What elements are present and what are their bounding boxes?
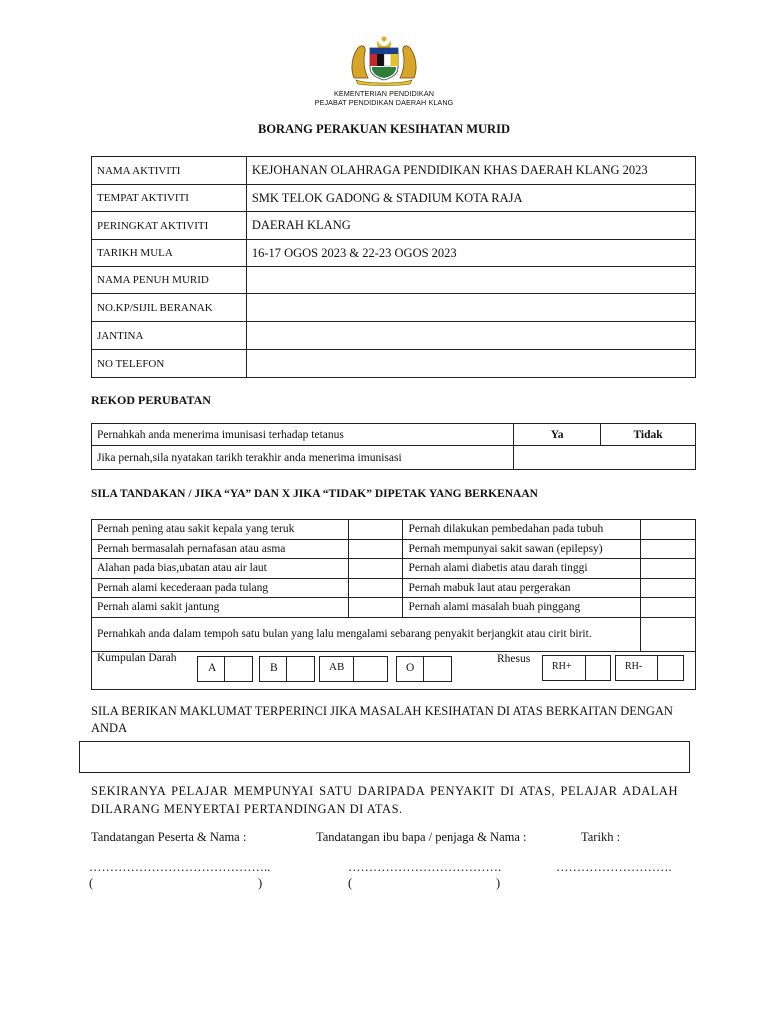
guardian-signature-label: Tandatangan ibu bapa / penjaga & Nama : (316, 830, 527, 844)
condition-label: Pernah alami sakit jantung (92, 598, 349, 618)
blood-group-o-label: O (406, 662, 415, 674)
last-immunisation-date-field[interactable] (514, 446, 696, 470)
participant-signature-label: Tandatangan Peserta & Nama : (91, 830, 247, 844)
table-row (92, 446, 696, 470)
table-row (92, 539, 696, 559)
condition-label: Pernah mabuk laut atau pergerakan (403, 578, 641, 598)
rhesus-negative-label: RH- (625, 661, 643, 672)
table-row (92, 578, 696, 598)
condition-checkbox[interactable] (348, 559, 403, 579)
divider (353, 657, 354, 681)
warning-text: SEKIRANYA PELAJAR MEMPUNYAI SATU DARIPADA PENYAKIT DI ATAS, PELAJAR ADALAH DILARANG MENYERTAI PERTANDINGAN DI ATAS. (91, 784, 678, 816)
activity-info-table (91, 156, 696, 378)
table-row (92, 212, 696, 240)
condition-label: Pernah mempunyai sakit sawan (epilepsy) (403, 539, 641, 559)
blood-group-a-label: A (208, 662, 217, 674)
table-row (92, 424, 696, 446)
condition-checkbox[interactable] (348, 539, 403, 559)
blood-group-label: Kumpulan Darah (97, 652, 177, 664)
tetanus-question: Pernahkah anda menerima imunisasi terhadap tetanus (92, 424, 514, 446)
table-row (92, 294, 696, 322)
rhesus-negative-option[interactable] (615, 655, 684, 681)
row-label: NO TELEFON (92, 350, 247, 378)
condition-label: Pernah alami diabetis atau darah tinggi (403, 559, 641, 579)
blood-group-o-option[interactable] (396, 656, 452, 682)
row-label: TARIKH MULA (92, 240, 247, 267)
district-office-name: PEJABAT PENDIDIKAN DAERAH KLANG (314, 98, 454, 107)
ministry-name: KEMENTERIAN PENDIDIKAN (333, 89, 435, 98)
condition-label: Pernah dilakukan pembedahan pada tubuh (403, 520, 641, 540)
details-prompt: SILA BERIKAN MAKLUMAT TERPERINCI JIKA MASALAH KESIHATAN DI ATAS BERKAITAN DENGAN ANDA (91, 704, 673, 735)
table-row (92, 185, 696, 212)
condition-checkbox[interactable] (641, 578, 696, 598)
condition-label: Pernah alami kecederaan pada tulang (92, 578, 349, 598)
no-column-header: Tidak (601, 424, 696, 446)
instruction-heading: SILA TANDAKAN / JIKA “YA” DAN X JIKA “TIDAK” DIPETAK YANG BERKENAAN (91, 488, 538, 500)
activity-level-value: DAERAH KLANG (246, 212, 695, 240)
condition-checkbox[interactable] (641, 539, 696, 559)
row-label: NAMA PENUH MURID (92, 267, 247, 294)
condition-label: Alahan pada bias,ubatan atau air laut (92, 559, 349, 579)
participant-name-close-paren: ) (258, 876, 263, 890)
rhesus-label: Rhesus (497, 653, 531, 665)
row-label: NAMA AKTIVITI (92, 157, 247, 185)
table-row (92, 559, 696, 579)
condition-checkbox[interactable] (348, 598, 403, 618)
divider (224, 657, 225, 681)
blood-group-ab-label: AB (329, 661, 345, 673)
phone-field[interactable] (246, 350, 695, 378)
activity-place-value: SMK TELOK GADONG & STADIUM KOTA RAJA (246, 185, 695, 212)
row-label: PERINGKAT AKTIVITI (92, 212, 247, 240)
divider (585, 656, 586, 680)
table-row (92, 240, 696, 267)
table-row (92, 267, 696, 294)
last-immunisation-question: Jika pernah,sila nyatakan tarikh terakhir anda menerima imunisasi (92, 446, 514, 470)
condition-label: Pernah alami masalah buah pinggang (403, 598, 641, 618)
divider (657, 656, 658, 680)
blood-group-a-option[interactable] (197, 656, 253, 682)
table-row (92, 617, 696, 651)
condition-checkbox[interactable] (348, 520, 403, 540)
date-line[interactable]: ………………………. (556, 860, 672, 874)
ic-number-field[interactable] (246, 294, 695, 322)
condition-checkbox[interactable] (641, 559, 696, 579)
guardian-name-open-paren: ( (348, 876, 353, 890)
student-name-field[interactable] (246, 267, 695, 294)
coat-of-arms-icon (348, 34, 420, 86)
immunisation-table (91, 423, 696, 470)
date-label: Tarikh : (581, 830, 621, 844)
guardian-signature-line[interactable]: ………………………………. (348, 860, 502, 874)
yes-column-header: Ya (514, 424, 601, 446)
infectious-disease-question: Pernahkah anda dalam tempoh satu bulan yang lalu mengalami sebarang penyakit berjangkit atau cirit birit. (92, 617, 641, 651)
condition-checkbox[interactable] (641, 520, 696, 540)
start-date-value: 16-17 OGOS 2023 & 22-23 OGOS 2023 (246, 240, 695, 267)
row-label: NO.KP/SIJIL BERANAK (92, 294, 247, 322)
blood-group-b-label: B (270, 662, 278, 674)
divider (423, 657, 424, 681)
form-title: BORANG PERAKUAN KESIHATAN MURID (258, 122, 510, 136)
table-row (92, 322, 696, 350)
table-row (92, 157, 696, 185)
participant-name-open-paren: ( (89, 876, 94, 890)
table-row (92, 598, 696, 618)
table-row (92, 350, 696, 378)
guardian-name-close-paren: ) (496, 876, 501, 890)
row-label: JANTINA (92, 322, 247, 350)
condition-checkbox[interactable] (348, 578, 403, 598)
gender-field[interactable] (246, 322, 695, 350)
medical-record-heading: REKOD PERUBATAN (91, 393, 211, 407)
health-details-field[interactable] (79, 741, 690, 773)
condition-checkbox[interactable] (641, 617, 696, 651)
table-row (92, 520, 696, 540)
condition-label: Pernah pening atau sakit kepala yang teruk (92, 520, 349, 540)
row-label: TEMPAT AKTIVITI (92, 185, 247, 212)
rhesus-positive-option[interactable] (542, 655, 611, 681)
condition-label: Pernah bermasalah pernafasan atau asma (92, 539, 349, 559)
condition-checkbox[interactable] (641, 598, 696, 618)
rhesus-positive-label: RH+ (552, 661, 572, 672)
blood-group-b-option[interactable] (259, 656, 315, 682)
activity-name-value: KEJOHANAN OLAHRAGA PENDIDIKAN KHAS DAERAH KLANG 2023 (246, 157, 695, 185)
participant-signature-line[interactable]: …………………………………….. (89, 860, 271, 874)
blood-group-ab-option[interactable] (319, 656, 388, 682)
divider (286, 657, 287, 681)
